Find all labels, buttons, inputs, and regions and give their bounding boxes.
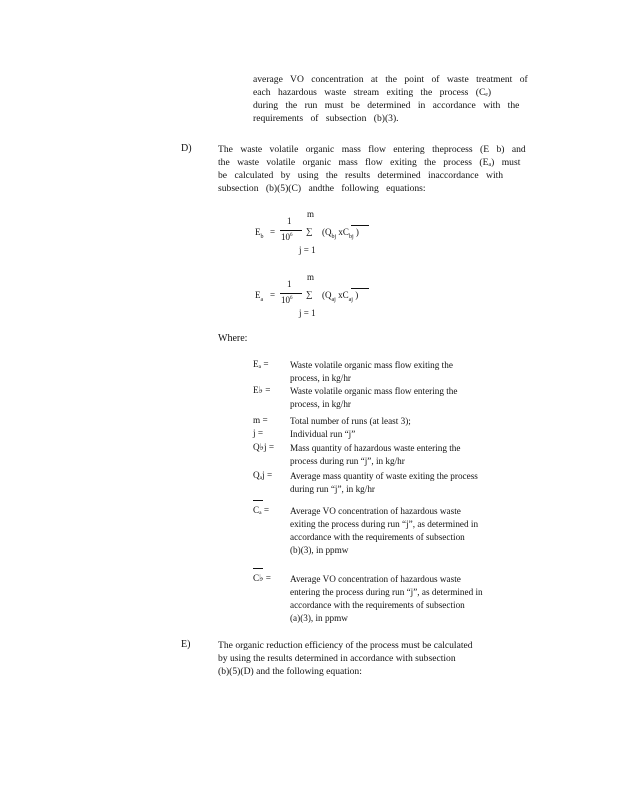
def-line: during run “j”, in kg/hr	[290, 484, 375, 494]
eq2-term-sub: aj	[331, 296, 336, 303]
def-line: Individual run “j”	[290, 429, 356, 439]
eq1-close: )	[355, 227, 359, 237]
eq1-upper-limit: m	[307, 209, 315, 219]
eq1-den-sup: 6	[290, 233, 293, 238]
eq1-lhs-sub: b	[260, 233, 264, 240]
def-symbol-j: j =	[253, 428, 264, 438]
intro-line: each hazardous waste stream exiting the process (Cₑ)	[253, 87, 492, 98]
def-text-qaj	[290, 470, 478, 496]
eq2-cbar-sub: aj	[348, 296, 353, 303]
def-symbol-qaj: Qₐj =	[253, 470, 273, 480]
eq2-lhs: E	[255, 290, 261, 300]
eq1-numerator: 1	[287, 216, 292, 226]
eq1-sigma: ∑	[306, 226, 313, 236]
section-e-label: E)	[181, 639, 191, 650]
def-cb-overline	[253, 568, 263, 569]
eq1-cbar-sub: bj	[348, 233, 354, 240]
def-line: Average VO concentration of hazardous waste	[290, 506, 461, 516]
eq1-lower-limit: j = 1	[299, 245, 316, 255]
section-d-line: the waste volatile organic mass flow exiting the process (Eₐ) must	[218, 157, 521, 168]
eq2-denominator: 10	[281, 295, 290, 305]
def-text-qbj	[290, 442, 460, 468]
def-symbol-m: m =	[253, 415, 268, 425]
eq2-equals: =	[270, 290, 276, 300]
eq2-times: x	[338, 290, 343, 300]
def-line: Average VO concentration of hazardous waste	[290, 574, 461, 584]
section-e-paragraph	[218, 639, 548, 678]
eq1-denominator: 10	[281, 232, 290, 242]
section-d-line: be calculated by using the results determined inaccordance with	[218, 170, 504, 181]
def-symbol-qbj: Q♭j =	[253, 442, 274, 452]
eq2-cbar: C	[342, 290, 349, 300]
def-text-j	[290, 428, 355, 441]
equation-eb	[250, 205, 390, 255]
def-line: accordance with the requirements of subsection	[290, 532, 465, 542]
eq1-times: x	[338, 227, 343, 237]
def-symbol-cb: C♭ =	[253, 573, 271, 583]
eq2-lower-limit: j = 1	[299, 308, 316, 318]
def-ca-overline	[253, 500, 263, 501]
eq2-sigma: ∑	[306, 289, 313, 299]
intro-line: average VO concentration at the point of waste treatment of	[253, 74, 528, 85]
def-text-ca	[290, 505, 478, 557]
def-text-cb	[290, 573, 483, 625]
eq1-term-sub: bj	[331, 233, 337, 240]
equation-ea	[250, 268, 390, 318]
eq2-close: )	[355, 290, 359, 300]
def-text-m	[290, 415, 411, 428]
eq2-numerator: 1	[287, 279, 292, 289]
def-text-ea	[290, 359, 453, 385]
section-e-line: The organic reduction efficiency of the process must be calculated	[218, 640, 473, 651]
def-line: process during run “j”, in kg/hr	[290, 456, 405, 466]
intro-paragraph	[253, 73, 553, 125]
section-d-line: subsection (b)(5)(C) andthe following equations:	[218, 183, 426, 194]
def-line: (a)(3), in ppmw	[290, 613, 348, 623]
def-line: Total number of runs (at least 3);	[290, 416, 411, 426]
intro-line: requirements of subsection (b)(3).	[253, 113, 399, 124]
def-symbol-ca: Cₐ =	[253, 505, 270, 515]
def-line: exiting the process during run “j”, as determined in	[290, 519, 479, 529]
eq1-equals: =	[270, 227, 276, 237]
eq2-den-sup: 6	[290, 296, 293, 301]
definitions-list	[253, 359, 523, 629]
section-e-line: by using the results determined in accordance with subsection	[218, 653, 456, 664]
def-line: Waste volatile organic mass flow entering the	[290, 386, 458, 396]
eq2-fraction-bar	[280, 293, 302, 294]
def-line: Average mass quantity of waste exiting the process	[290, 471, 478, 481]
def-line: Waste volatile organic mass flow exiting the	[290, 360, 453, 370]
section-e-line: (b)(5)(D) and the following equation:	[218, 666, 362, 677]
def-text-eb	[290, 385, 457, 411]
eq1-fraction-bar	[280, 230, 302, 231]
where-label: Where:	[218, 333, 248, 344]
eq1-term: (Q	[322, 227, 332, 237]
eq2-upper-limit: m	[307, 272, 315, 282]
def-symbol-ea: Eₐ =	[253, 359, 269, 369]
section-d-line: The waste volatile organic mass flow entering theprocess (E b) and	[218, 144, 526, 155]
eq1-overline	[351, 225, 369, 226]
section-d-label: D)	[181, 143, 192, 154]
def-symbol-eb: E♭ =	[253, 385, 271, 395]
def-line: entering the process during run “j”, as determined in	[290, 587, 483, 597]
eq2-overline	[351, 288, 369, 289]
def-line: Mass quantity of hazardous waste entering the	[290, 443, 461, 453]
section-d-paragraph	[218, 143, 548, 195]
intro-line: during the run must be determined in accordance with the	[253, 100, 520, 111]
eq1-cbar: C	[342, 227, 349, 237]
eq1-lhs: E	[255, 227, 261, 237]
def-line: (b)(3), in ppmw	[290, 545, 349, 555]
def-line: accordance with the requirements of subsection	[290, 600, 465, 610]
eq2-term: (Q	[322, 290, 332, 300]
def-line: process, in kg/hr	[290, 399, 351, 409]
def-line: process, in kg/hr	[290, 373, 351, 383]
eq2-lhs-sub: a	[260, 296, 264, 303]
